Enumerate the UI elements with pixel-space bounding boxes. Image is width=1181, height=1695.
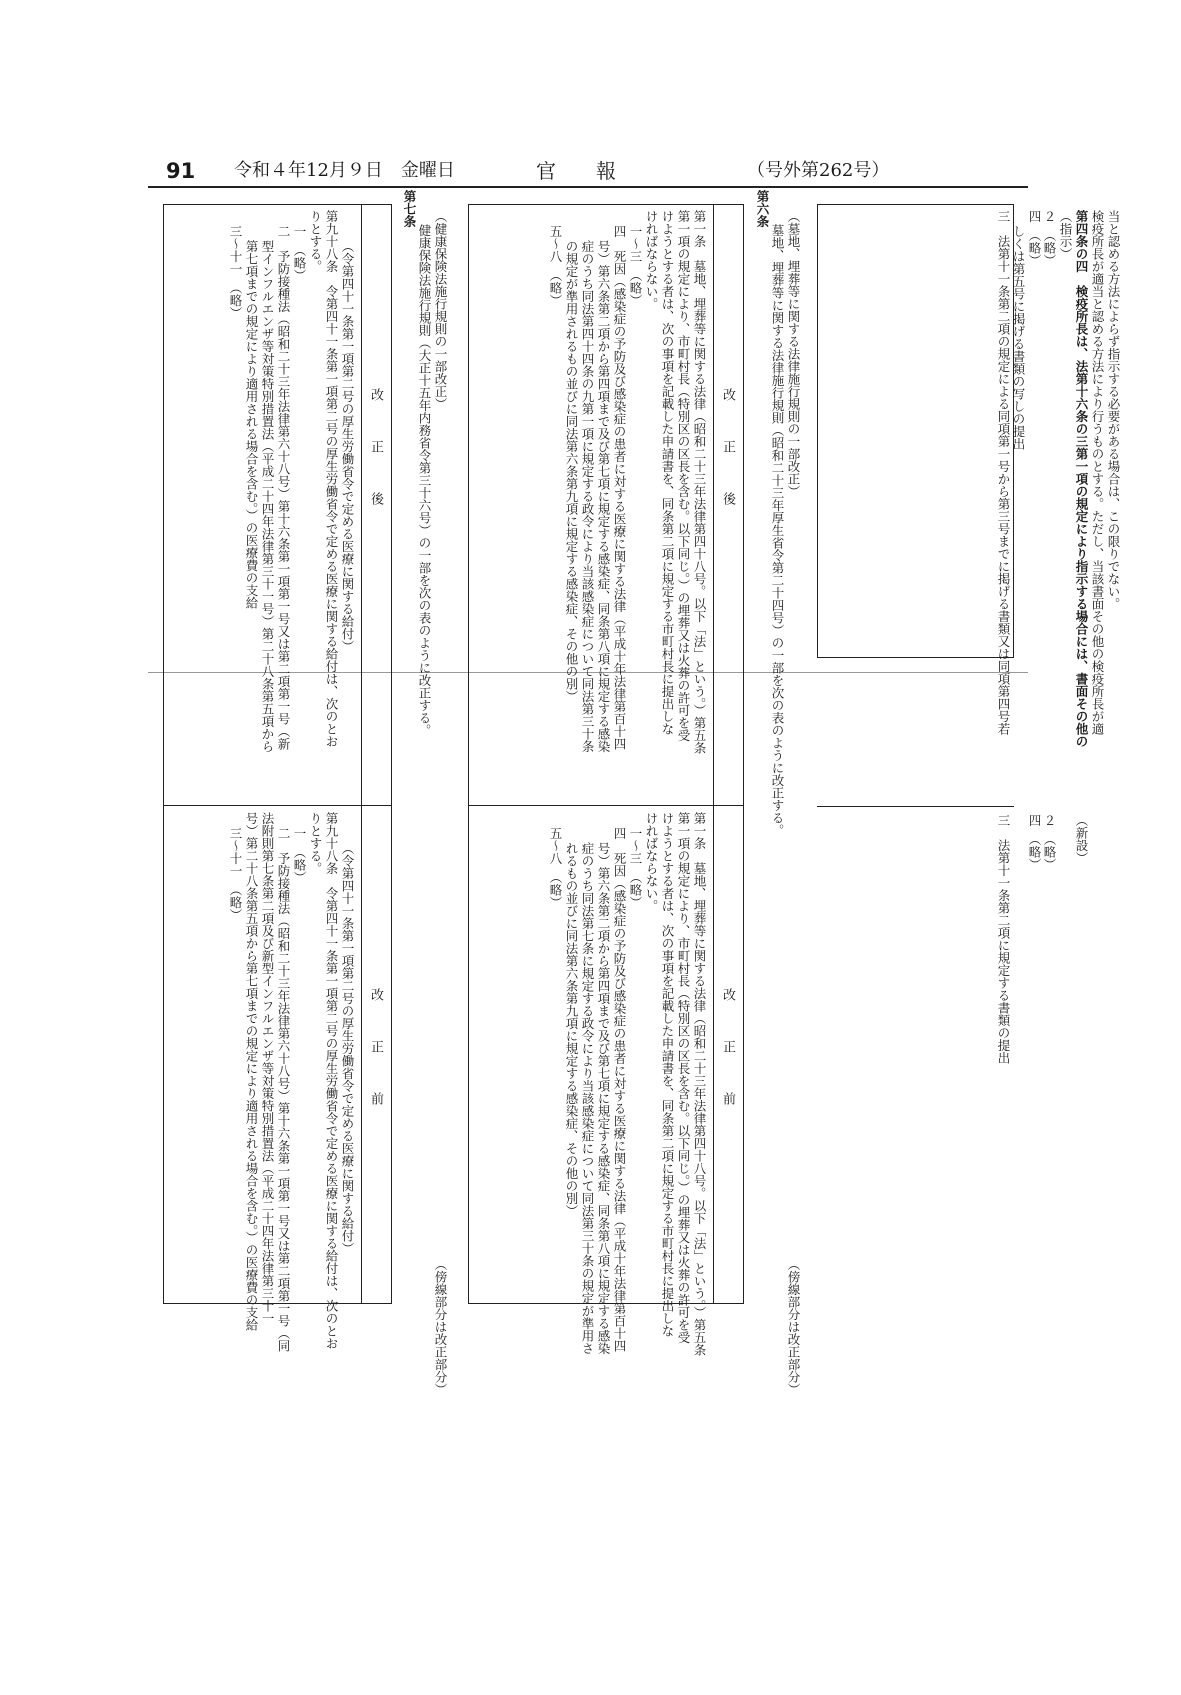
art6-after-line-5: 一～三 （略）: [628, 225, 643, 307]
art6-before-label: 改 正 前: [720, 988, 735, 1105]
art7-note: （傍線部分は改正部分）: [433, 1258, 448, 1396]
art7-table-divider: [163, 805, 392, 806]
art7-before-line-6: 法附則第七条第二項及び新型インフルエンザ等対策特別措置法（平成二十四年法律第三十一: [260, 812, 275, 1325]
art7-before-line-5: 二 予防接種法（昭和二十三年法律第六十八号）第十六条第一項第一号又は第二項第一号（同: [276, 827, 291, 1352]
art7-heading: 第七条: [402, 190, 417, 228]
art6-before-line-5: 一～三 （略）: [628, 827, 643, 909]
art7-before-line-8: 三～十一 （略）: [228, 827, 243, 921]
art7-after-line-7: 第七項までの規定により適用される場合を含む。）の医療費の支給: [244, 240, 259, 609]
art6-table-divider: [468, 805, 744, 806]
art7-after-line-3: りとする。: [308, 210, 323, 273]
prev-before-line-1: 三 法第十一条第二項に規定する書類の提出: [996, 814, 1011, 1064]
art6-before-line-3: けようとする者は、次の事項を記載した申請書を、同条第二項に規定する市町村長に提出しな: [660, 812, 675, 1337]
art7-before-line-3: りとする。: [308, 812, 323, 875]
art6-after-line-6: 四 死因（感染症の予防及び感染症の患者に対する医療に関する法律（平成十年法律第百十四: [612, 225, 627, 750]
art6-intro: 墓地、埋葬等に関する法律施行規則（昭和二十三年厚生省令第二十四号）の一部を次の表のように改正する。: [770, 224, 785, 837]
art6-after-line-9: の規定が準用されるもの並びに同法第六条第九項に規定する感染症、その他の別）: [564, 240, 579, 703]
art7-label-rule: [361, 204, 362, 1304]
art6-before-line-6: 四 死因（感染症の予防及び感染症の患者に対する医療に関する法律（平成十年法律第百十四: [612, 827, 627, 1352]
art7-after-line-8: 三～十一 （略）: [228, 225, 243, 319]
art7-before-line-1: （令第四十一条第一項第二号の厚生労働省令で定める医療に関する給付）: [340, 842, 355, 1255]
art7-after-line-5: 二 予防接種法（昭和二十三年法律第六十八号）第十六条第一項第一号又は第二項第一号（新: [276, 225, 291, 750]
art6-subtitle: （墓地、埋葬等に関する法律施行規則の一部改正）: [786, 210, 801, 498]
art6-after-line-10: 五～八 （略）: [548, 225, 563, 307]
prev-table-divider: [817, 806, 1014, 807]
prev-after-line-5: （指示）: [1058, 210, 1073, 260]
prev-after-line-4: ２ （略）: [1042, 210, 1057, 267]
art6-before-line-1: 第一条 墓地、埋葬等に関する法律（昭和二十三年法律第四十八号。以下「法」という。）第五条: [692, 812, 707, 1356]
page-header: [162, 156, 1026, 186]
art6-before-line-4: ければならない。: [644, 812, 659, 912]
prev-table: [817, 204, 1014, 658]
art6-after-line-8: 症のうち同法第四十四条の九第一項に規定する政令により当該感染症について同法第三十条: [580, 240, 595, 753]
issue-date: 令和４年12月９日 金曜日: [234, 160, 455, 181]
prev-after-line-1: 三 法第十一条第二項の規定による同項第一号から第三号までに掲げる書類又は同項第四号若: [996, 210, 1011, 735]
art6-after-line-2: 第一項の規定により、市町村長（特別区の区長を含む。以下同じ。）の埋葬又は火葬の許可を受: [676, 210, 691, 742]
art6-after-label: 改 正 後: [720, 388, 735, 505]
art7-after-line-1: （令第四十一条第一項第二号の厚生労働省令で定める医療に関する給付）: [340, 240, 355, 653]
art6-after-line-1: 第一条 墓地、埋葬等に関する法律（昭和二十三年法律第四十八号。以下「法」という。）第五条: [692, 210, 707, 754]
prev-after-line-6: 第四条の四 検疫所長は、法第十六条の三第一項の規定により指示する場合には、書面その他の: [1074, 210, 1089, 748]
art6-before-line-9: れるもの並びに同法第六条第九項に規定する感染症、その他の別）: [564, 842, 579, 1217]
art7-before-line-2: 第九十八条 令第四十一条第一項第二号の厚生労働省令で定める医療に関する給付は、次のとお: [324, 812, 339, 1350]
header-rule: [148, 186, 1028, 188]
art7-after-line-2: 第九十八条 令第四十一条第一項第二号の厚生労働省令で定める医療に関する給付は、次のとお: [324, 210, 339, 748]
art6-label-rule: [713, 204, 714, 1304]
prev-after-line-3: 四 （略）: [1027, 210, 1042, 267]
art6-before-line-2: 第一項の規定により、市町村長（特別区の区長を含む。以下同じ。）の埋葬又は火葬の許可を受: [676, 812, 691, 1344]
art6-heading: 第六条: [755, 190, 770, 228]
prev-before-line-4: （新設）: [1074, 814, 1089, 864]
art7-before-line-7: 号）第二十八条第五項から第七項までの規定により適用される場合を含む。）の医療費の支給: [244, 812, 259, 1331]
art7-before-label: 改 正 前: [368, 988, 383, 1105]
prev-before-line-2: 四 （略）: [1027, 814, 1042, 871]
publication-title: 官 報: [536, 159, 616, 183]
art6-before-line-8: 症のうち同法第七条に規定する政令により当該感染症について同法第三十条の規定が準用さ: [580, 842, 595, 1355]
art7-subtitle: （健康保険法施行規則の一部改正）: [433, 210, 448, 410]
art6-after-line-3: けようとする者は、次の事項を記載した申請書を、同条第二項に規定する市町村長に提出しな: [660, 210, 675, 735]
art6-after-line-4: ければならない。: [644, 210, 659, 310]
art6-before-line-10: 五～八 （略）: [548, 827, 563, 909]
art7-intro: 健康保険法施行規則（大正十五年内務省令第三十六号）の一部を次の表のように改正する。: [417, 224, 432, 737]
art7-after-line-6: 型インフルエンザ等対策特別措置法（平成二十四年法律第三十一号）第二十八条第五項から: [260, 240, 275, 753]
prev-before-line-3: ２ （略）: [1042, 814, 1057, 871]
art7-before-line-4: 一 （略）: [292, 827, 307, 884]
prev-after-line-2: しくは第五号に掲げる書類の写しの提出: [1011, 225, 1026, 450]
art6-note: （傍線部分は改正部分）: [786, 1258, 801, 1396]
page-number: 91: [166, 159, 196, 183]
art6-before-line-7: 号）第六条第二項から第四項まで及び第七項に規定する感染症、同条第八項に規定する感染: [596, 842, 611, 1355]
art7-after-label: 改 正 後: [368, 388, 383, 505]
prev-after-line-7: 検疫所長が適当と認める方法により行うものとする。ただし、当該書面その他の検疫所長が適: [1090, 210, 1105, 735]
art7-after-line-4: 一 （略）: [292, 225, 307, 282]
issue-number: （号外第262号）: [747, 160, 890, 181]
prev-after-line-8: 当と認める方法によらず指示する必要がある場合は、この限りでない。: [1106, 210, 1121, 610]
art6-after-line-7: 号）第六条第二項から第四項まで及び第七項に規定する感染症、同条第八項に規定する感染: [596, 240, 611, 753]
